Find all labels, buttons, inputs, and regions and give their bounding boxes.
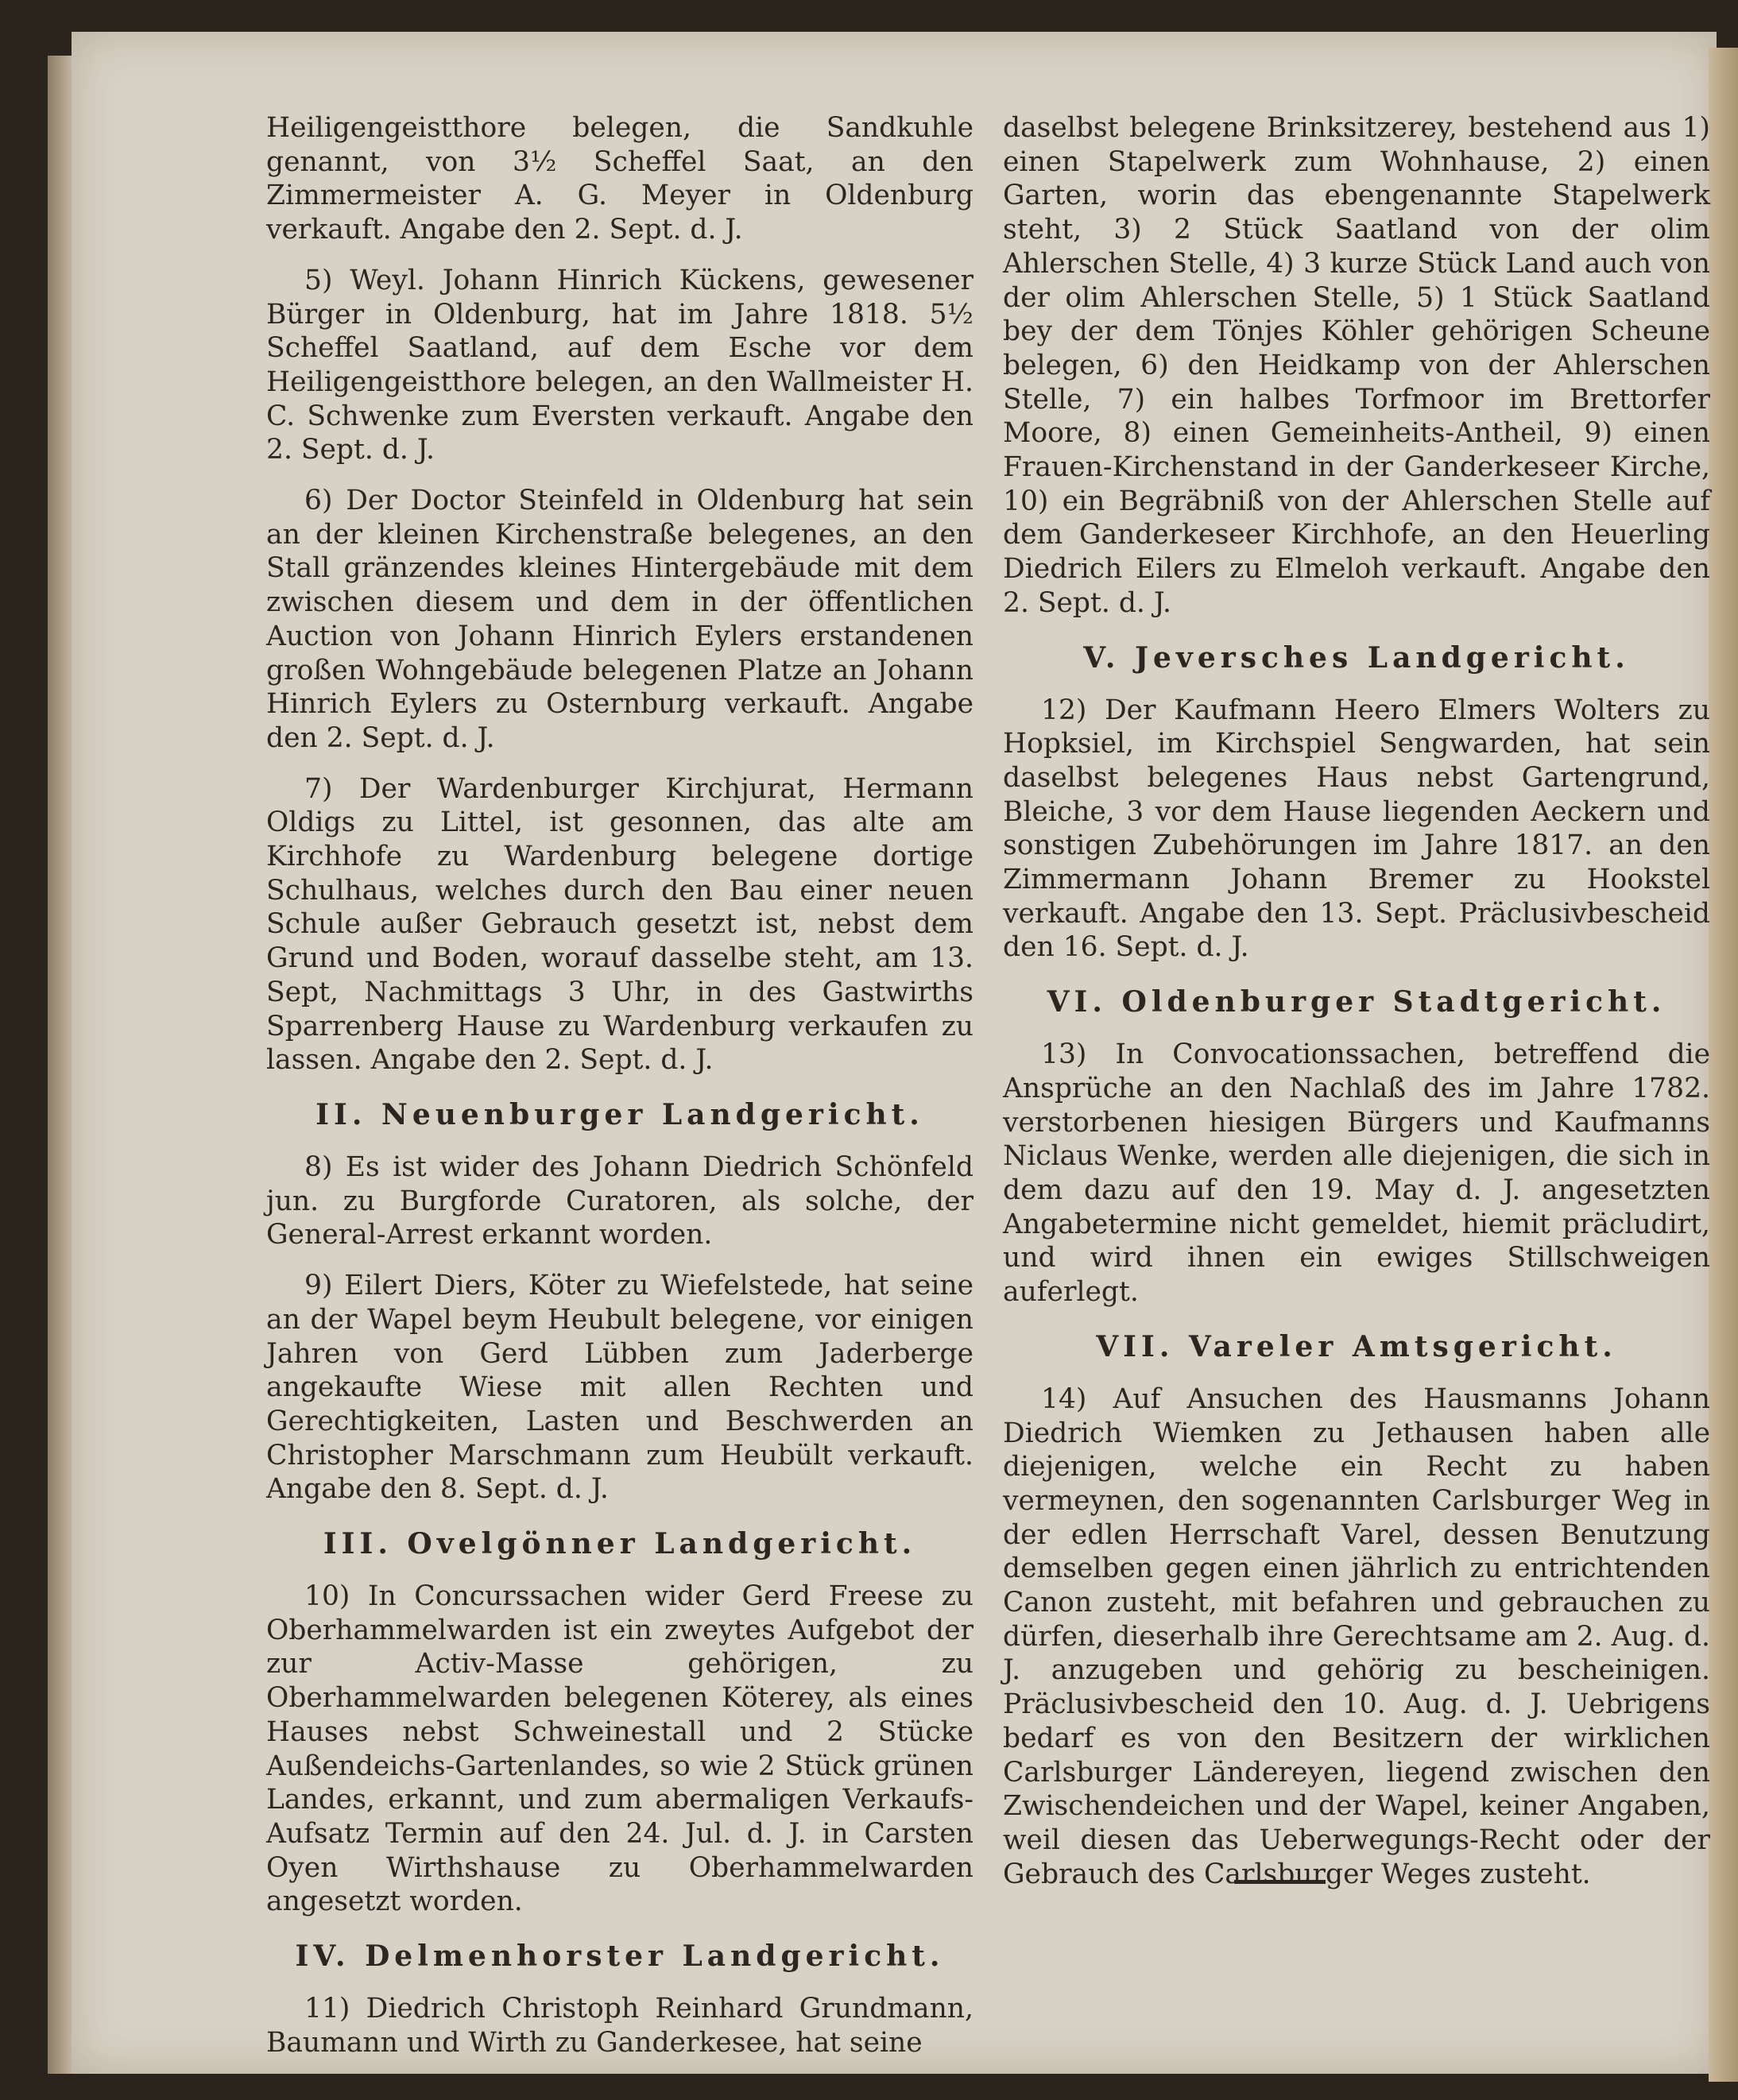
paragraph-5: 5) Weyl. Johann Hinrich Kückens, gewesener Bürger in Oldenburg, hat im Jahre 1818. 5½ Scheffel Saatland, auf dem Esche vor dem Heiligengeistthore belegen, an den Wallmeister H. C. Schwenke zum Eversten verkauft. Angabe den 2. Sept. d. J. — [266, 264, 974, 466]
section-heading-2: II. Neuenburger Landgericht. — [315, 1097, 924, 1131]
left-column — [266, 111, 974, 2076]
paragraph-12: 12) Der Kaufmann Heero Elmers Wolters zu Hopksiel, im Kirchspiel Sengwarden, hat sein daselbst belegenes Haus nebst Gartengrund, Bleiche, 3 vor dem Hause liegenden Aeckern und sonstigen Zubehörungen im Jahre 1817. an den Zimmermann Johann Bremer zu Hookstel verkauft. Angabe den 13. Sept. Präclusivbescheid den 16. Sept. d. J. — [1003, 694, 1710, 964]
paragraph-7: 7) Der Wardenburger Kirchjurat, Hermann Oldigs zu Littel, ist gesonnen, das alte am Kirchhofe zu Wardenburg belegene dortige Schulhaus, welches durch den Bau einer neuen Schule außer Gebrauch gesetzt ist, nebst dem Grund und Boden, worauf dasselbe steht, am 13. Sept, Nachmittags 3 Uhr, in des Gastwirths Sparrenberg Hause zu Wardenburg verkaufen zu lassen. Angabe den 2. Sept. d. J. — [266, 772, 974, 1077]
paragraph-14: 14) Auf Ansuchen des Hausmanns Johann Diedrich Wiemken zu Jethausen haben alle diejenigen, welche ein Recht zu haben vermeynen, den sogenannten Carlsburger Weg in der edlen Herrschaft Varel, dessen Benutzung demselben gegen einen jährlich zu entrichtenden Canon zusteht, mit befahren und gebrauchen zu dürfen, dieserhalb ihre Gerechtsame am 2. Aug. d. J. anzugeben und gehörig zu bescheinigen. Präclusivbescheid den 10. Aug. d. J. Uebrigens bedarf es von den Besitzern der wirklichen Carlsburger Ländereyen, liegend zwischen den Zwischendeichen und der Wapel, keiner Angaben, weil diesen das Ueberwegungs-Recht oder der Gebrauch des Carlsburger Weges zusteht. — [1003, 1383, 1710, 1890]
section-heading-6: VI. Oldenburger Stadtgericht. — [1047, 985, 1666, 1019]
paragraph-13: 13) In Convocationssachen, betreffend die Ansprüche an den Nachlaß des im Jahre 1782. verstorbenen hiesigen Bürgers und Kaufmanns Niclaus Wenke, werden alle diejenigen, die sich in dem dazu auf den 19. May d. J. angesetzten Angabetermine nicht gemeldet, hiemit präcludirt, und wird ihnen ein ewiges Stillschweigen auferlegt. — [1003, 1038, 1710, 1309]
paragraph-6: 6) Der Doctor Steinfeld in Oldenburg hat sein an der kleinen Kirchenstraße belegenes, an den Stall gränzendes kleines Hintergebäude mit dem zwischen diesem und dem in der öffentlichen Auction von Johann Hinrich Eylers erstandenen großen Wohngebäude belegenen Platze an Johann Hinrich Eylers zu Osternburg verkauft. Angabe den 2. Sept. d. J. — [266, 485, 974, 754]
paragraph-8: 8) Es ist wider des Johann Diedrich Schönfeld jun. zu Burgforde Curatoren, als solche, der General-Arrest erkannt worden. — [266, 1151, 974, 1251]
right-column — [1003, 111, 1710, 1908]
paragraph-4-end: Heiligengeistthore belegen, die Sandkuhle genannt, von 3½ Scheffel Saat, an den Zimmermeister A. G. Meyer in Oldenburg verkauft. Angabe den 2. Sept. d. J. — [266, 112, 974, 246]
paragraph-9: 9) Eilert Diers, Köter zu Wiefelstede, hat seine an der Wapel beym Heubult belegene, vor einigen Jahren von Gerd Lübben zum Jaderberge angekaufte Wiese mit allen Rechten und Gerechtigkeiten, Lasten und Beschwerden an Christopher Marschmann zum Heubült verkauft. Angabe den 8. Sept. d. J. — [266, 1270, 974, 1506]
end-rule — [1234, 1880, 1326, 1884]
page-right-edge — [1709, 48, 1738, 2082]
section-heading-7: VII. Vareler Amtsgericht. — [1096, 1329, 1617, 1363]
paragraph-11-start: 11) Diedrich Christoph Reinhard Grundmann, Baumann und Wirth zu Ganderkesee, hat seine — [266, 1993, 974, 2059]
section-heading-5: V. Jeversches Landgericht. — [1083, 640, 1630, 675]
section-heading-3: III. Ovelgönner Landgericht. — [323, 1527, 917, 1561]
paragraph-11-end: daselbst belegene Brinksitzerey, bestehend aus 1) einen Stapelwerk zum Wohnhause, 2) einen Garten, worin das ebengenannte Stapelwerk steht, 3) 2 Stück Saatland von der olim Ahlerschen Stelle, 4) 3 kurze Stück Land auch von der olim Ahlerschen Stelle, 5) 1 Stück Saatland bey der dem Tönjes Köhler gehörigen Scheune belegen, 6) den Heidkamp von der Ahlerschen Stelle, 7) ein halbes Torfmoor im Brettorfer Moore, 8) einen Gemeinheits-Antheil, 9) einen Frauen-Kirchenstand in der Ganderkeseer Kirche, 10) ein Begräbniß von der Ahlerschen Stelle auf dem Ganderkeseer Kirchhofe, an den Heuerling Diedrich Eilers zu Elmeloh verkauft. Angabe den 2. Sept. d. J. — [1003, 112, 1710, 619]
section-heading-4: IV. Delmenhorster Landgericht. — [295, 1940, 945, 1974]
paragraph-10: 10) In Concurssachen wider Gerd Freese zu Oberhammelwarden ist ein zweytes Aufgebot der zur Activ-Masse gehörigen, zu Oberhammelwarden belegenen Köterey, als eines Hauses nebst Schweinestall und 2 Stücke Außendeichs-Gartenlandes, so wie 2 Stück grünen Landes, erkannt, und zum abermaligen Verkaufs-Aufsatz Termin auf den 24. Jul. d. J. in Carsten Oyen Wirthshause zu Oberhammelwarden angesetzt worden. — [266, 1580, 974, 1918]
